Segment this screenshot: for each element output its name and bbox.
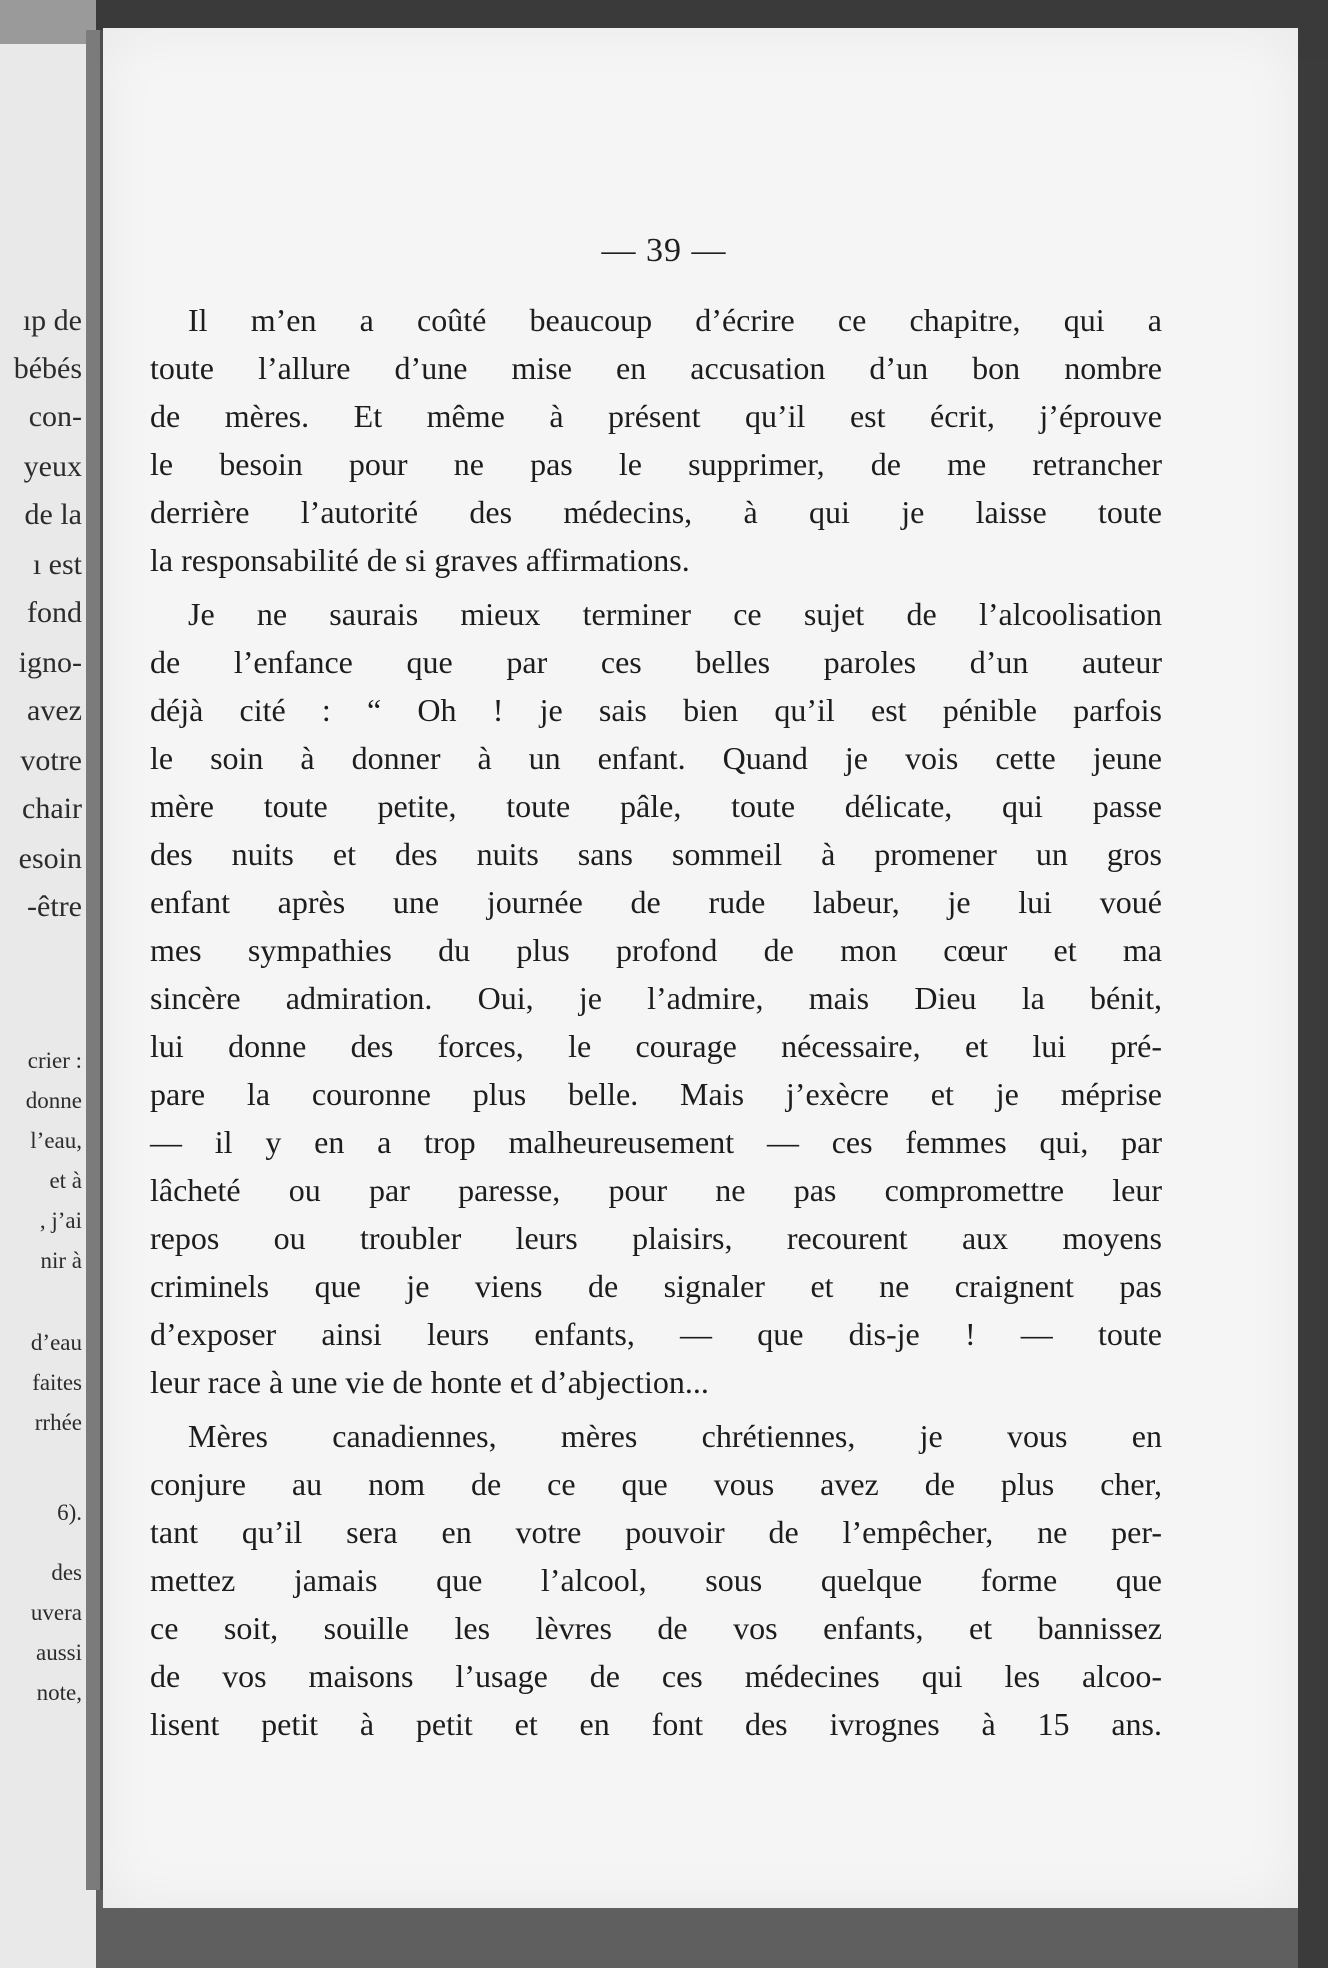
text-line: déjà cité : “ Oh ! je sais bien qu’il est pénible parfois <box>150 692 1162 728</box>
text-line: pare la couronne plus belle. Mais j’exècre et je méprise <box>150 1076 1162 1112</box>
left-page-note-line: et à <box>49 1168 82 1193</box>
left-page-line: yeux <box>23 450 82 483</box>
left-page-note-line: 6). <box>57 1500 82 1525</box>
page-number: — 39 — <box>601 232 727 269</box>
left-page-note-line: des <box>51 1560 82 1585</box>
left-page-line: avez <box>27 694 82 727</box>
scan-background-right <box>1298 60 1328 1968</box>
left-page-note-line: d’eau <box>30 1330 82 1355</box>
text-line: Il m’en a coûté beaucoup d’écrire ce chapitre, qui a <box>188 302 1162 338</box>
text-line: leur race à une vie de honte et d’abjection... <box>150 1364 709 1400</box>
text-line: Je ne saurais mieux terminer ce sujet de l’alcoolisation <box>188 596 1162 632</box>
left-page-note-line: rrhée <box>34 1410 82 1435</box>
left-page-line: ıp de <box>22 304 82 337</box>
text-line: de l’enfance que par ces belles paroles d’un auteur <box>150 644 1162 680</box>
text-line: derrière l’autorité des médecins, à qui je laisse toute <box>150 494 1162 530</box>
left-page-line: votre <box>20 744 82 777</box>
left-page-note-line: faites <box>32 1370 82 1395</box>
text-line: de mères. Et même à présent qu’il est écrit, j’éprouve <box>150 398 1162 434</box>
text-line: repos ou troubler leurs plaisirs, recourent aux moyens <box>150 1220 1162 1256</box>
text-line: toute l’allure d’une mise en accusation d’un bon nombre <box>150 350 1162 386</box>
text-line: criminels que je viens de signaler et ne craignent pas <box>150 1268 1162 1304</box>
left-facing-page <box>0 0 96 1968</box>
left-page-line: chair <box>22 792 82 825</box>
text-line: de vos maisons l’usage de ces médecines qui les alcoo- <box>150 1658 1162 1694</box>
text-line: enfant après une journée de rude labeur, je lui voué <box>150 884 1162 920</box>
text-line: sincère admiration. Oui, je l’admire, mais Dieu la bénit, <box>150 980 1162 1016</box>
text-line: la responsabilité de si graves affirmations. <box>150 542 690 578</box>
text-line: conjure au nom de ce que vous avez de plus cher, <box>150 1466 1162 1502</box>
left-page-note-line: note, <box>36 1680 82 1705</box>
left-page-line: igno- <box>18 646 82 679</box>
text-line: lâcheté ou par paresse, pour ne pas compromettre leur <box>150 1172 1162 1208</box>
scan-corner-mark <box>0 0 96 44</box>
text-line: lisent petit à petit et en font des ivrognes à 15 ans. <box>150 1706 1162 1742</box>
left-page-note-line: aussi <box>36 1640 82 1665</box>
text-line: tant qu’il sera en votre pouvoir de l’empêcher, ne per- <box>150 1514 1162 1550</box>
text-line: mettez jamais que l’alcool, sous quelque forme que <box>150 1562 1162 1598</box>
text-line: d’exposer ainsi leurs enfants, — que dis-je ! — toute <box>150 1316 1162 1352</box>
text-line: le besoin pour ne pas le supprimer, de me retrancher <box>150 446 1162 482</box>
text-line: mère toute petite, toute pâle, toute délicate, qui passe <box>150 788 1162 824</box>
book-gutter <box>86 30 100 1890</box>
left-page-line: ı est <box>32 548 82 581</box>
text-line: le soin à donner à un enfant. Quand je vois cette jeune <box>150 740 1162 776</box>
left-page-note-line: , j’ai <box>39 1208 82 1233</box>
text-line: Mères canadiennes, mères chrétiennes, je vous en <box>188 1418 1162 1454</box>
text-line: — il y en a trop malheureusement — ces femmes qui, par <box>150 1124 1162 1160</box>
left-page-note-line: crier : <box>27 1048 82 1073</box>
left-page-note-line: uvera <box>30 1600 82 1625</box>
text-line: des nuits et des nuits sans sommeil à promener un gros <box>150 836 1162 872</box>
left-page-line: de la <box>24 498 82 531</box>
left-page-line: fond <box>27 596 82 629</box>
left-page-line: -être <box>27 890 82 923</box>
left-page-note-line: nir à <box>40 1248 82 1273</box>
left-page-note-line: l’eau, <box>30 1128 82 1153</box>
left-page-line: con- <box>28 400 82 433</box>
left-page-note-line: donne <box>25 1088 82 1113</box>
text-line: lui donne des forces, le courage nécessaire, et lui pré- <box>150 1028 1162 1064</box>
left-page-line: bébés <box>13 352 82 385</box>
text-line: mes sympathies du plus profond de mon cœur et ma <box>150 932 1162 968</box>
left-page-line: esoin <box>18 842 82 875</box>
text-line: ce soit, souille les lèvres de vos enfants, et bannissez <box>150 1610 1162 1646</box>
